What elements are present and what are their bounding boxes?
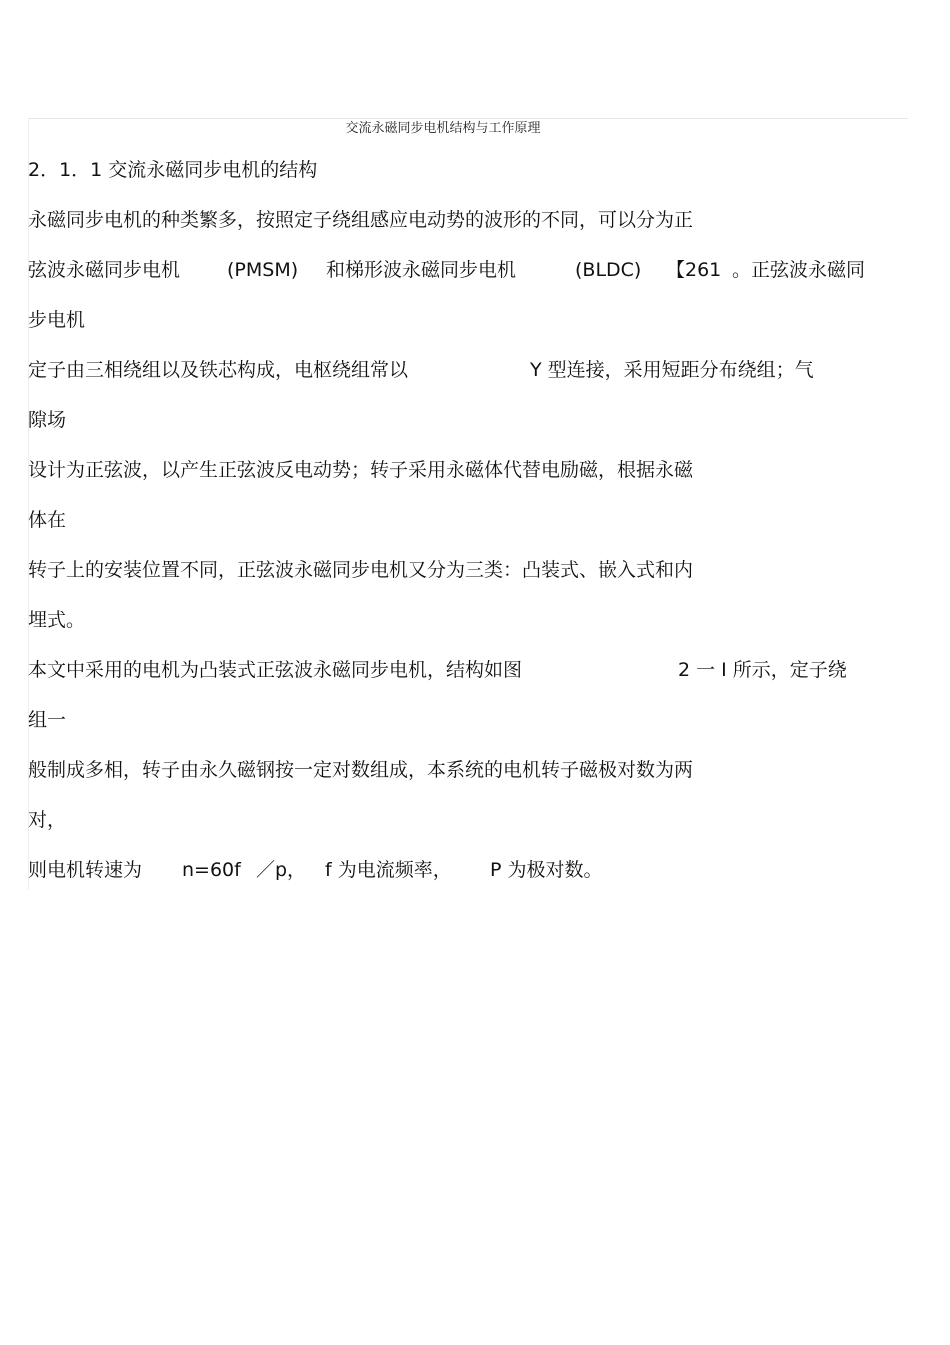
text-segment: n=60f	[182, 859, 241, 881]
text-segment: 。正弦波永磁同	[732, 259, 866, 281]
text-segment: 弦波永磁同步电机	[28, 259, 181, 281]
text-segment: Y 型连接，采用短距分布绕组；气	[530, 359, 814, 381]
page-header-title: 交流永磁同步电机结构与工作原理	[345, 121, 541, 136]
section-heading: 2．1．1 交流永磁同步电机的结构	[28, 159, 318, 181]
paragraph-line	[28, 255, 908, 285]
text-segment: 【261	[666, 259, 722, 281]
paragraph-line: 对，	[28, 809, 67, 831]
text-segment: 定子由三相绕组以及铁芯构成，电枢绕组常以	[28, 359, 409, 381]
paragraph-line: 隙场	[28, 409, 67, 431]
paragraph-line: 设计为正弦波，以产生正弦波反电动势；转子采用永磁体代替电励磁，根据永磁	[28, 459, 694, 481]
text-segment: ／p，	[256, 859, 307, 881]
text-segment: f 为电流频率，	[325, 859, 452, 881]
text-segment: 和梯形波永磁同步电机	[326, 259, 517, 281]
text-segment: 则电机转速为	[28, 859, 143, 881]
paragraph-line: 体在	[28, 509, 67, 531]
paragraph-line: 永磁同步电机的种类繁多，按照定子绕组感应电动势的波形的不同，可以分为正	[28, 209, 694, 231]
paragraph-line: 埋式。	[28, 609, 86, 631]
text-segment: (PMSM)	[227, 259, 299, 281]
text-segment: P 为极对数。	[490, 859, 603, 881]
text-segment: 本文中采用的电机为凸装式正弦波永磁同步电机，结构如图	[28, 659, 523, 681]
text-segment: (BLDC)	[575, 259, 642, 281]
paragraph-line: 组一	[28, 709, 67, 731]
paragraph-line: 步电机	[28, 309, 86, 331]
header-divider	[28, 118, 908, 119]
paragraph-line	[28, 855, 908, 885]
text-segment: 2 一 I 所示，定子绕	[678, 659, 847, 681]
paragraph-line: 般制成多相，转子由永久磁钢按一定对数组成，本系统的电机转子磁极对数为两	[28, 759, 694, 781]
paragraph-line	[28, 655, 908, 685]
paragraph-line	[28, 355, 908, 385]
paragraph-line: 转子上的安装位置不同，正弦波永磁同步电机又分为三类：凸装式、嵌入式和内	[28, 559, 694, 581]
